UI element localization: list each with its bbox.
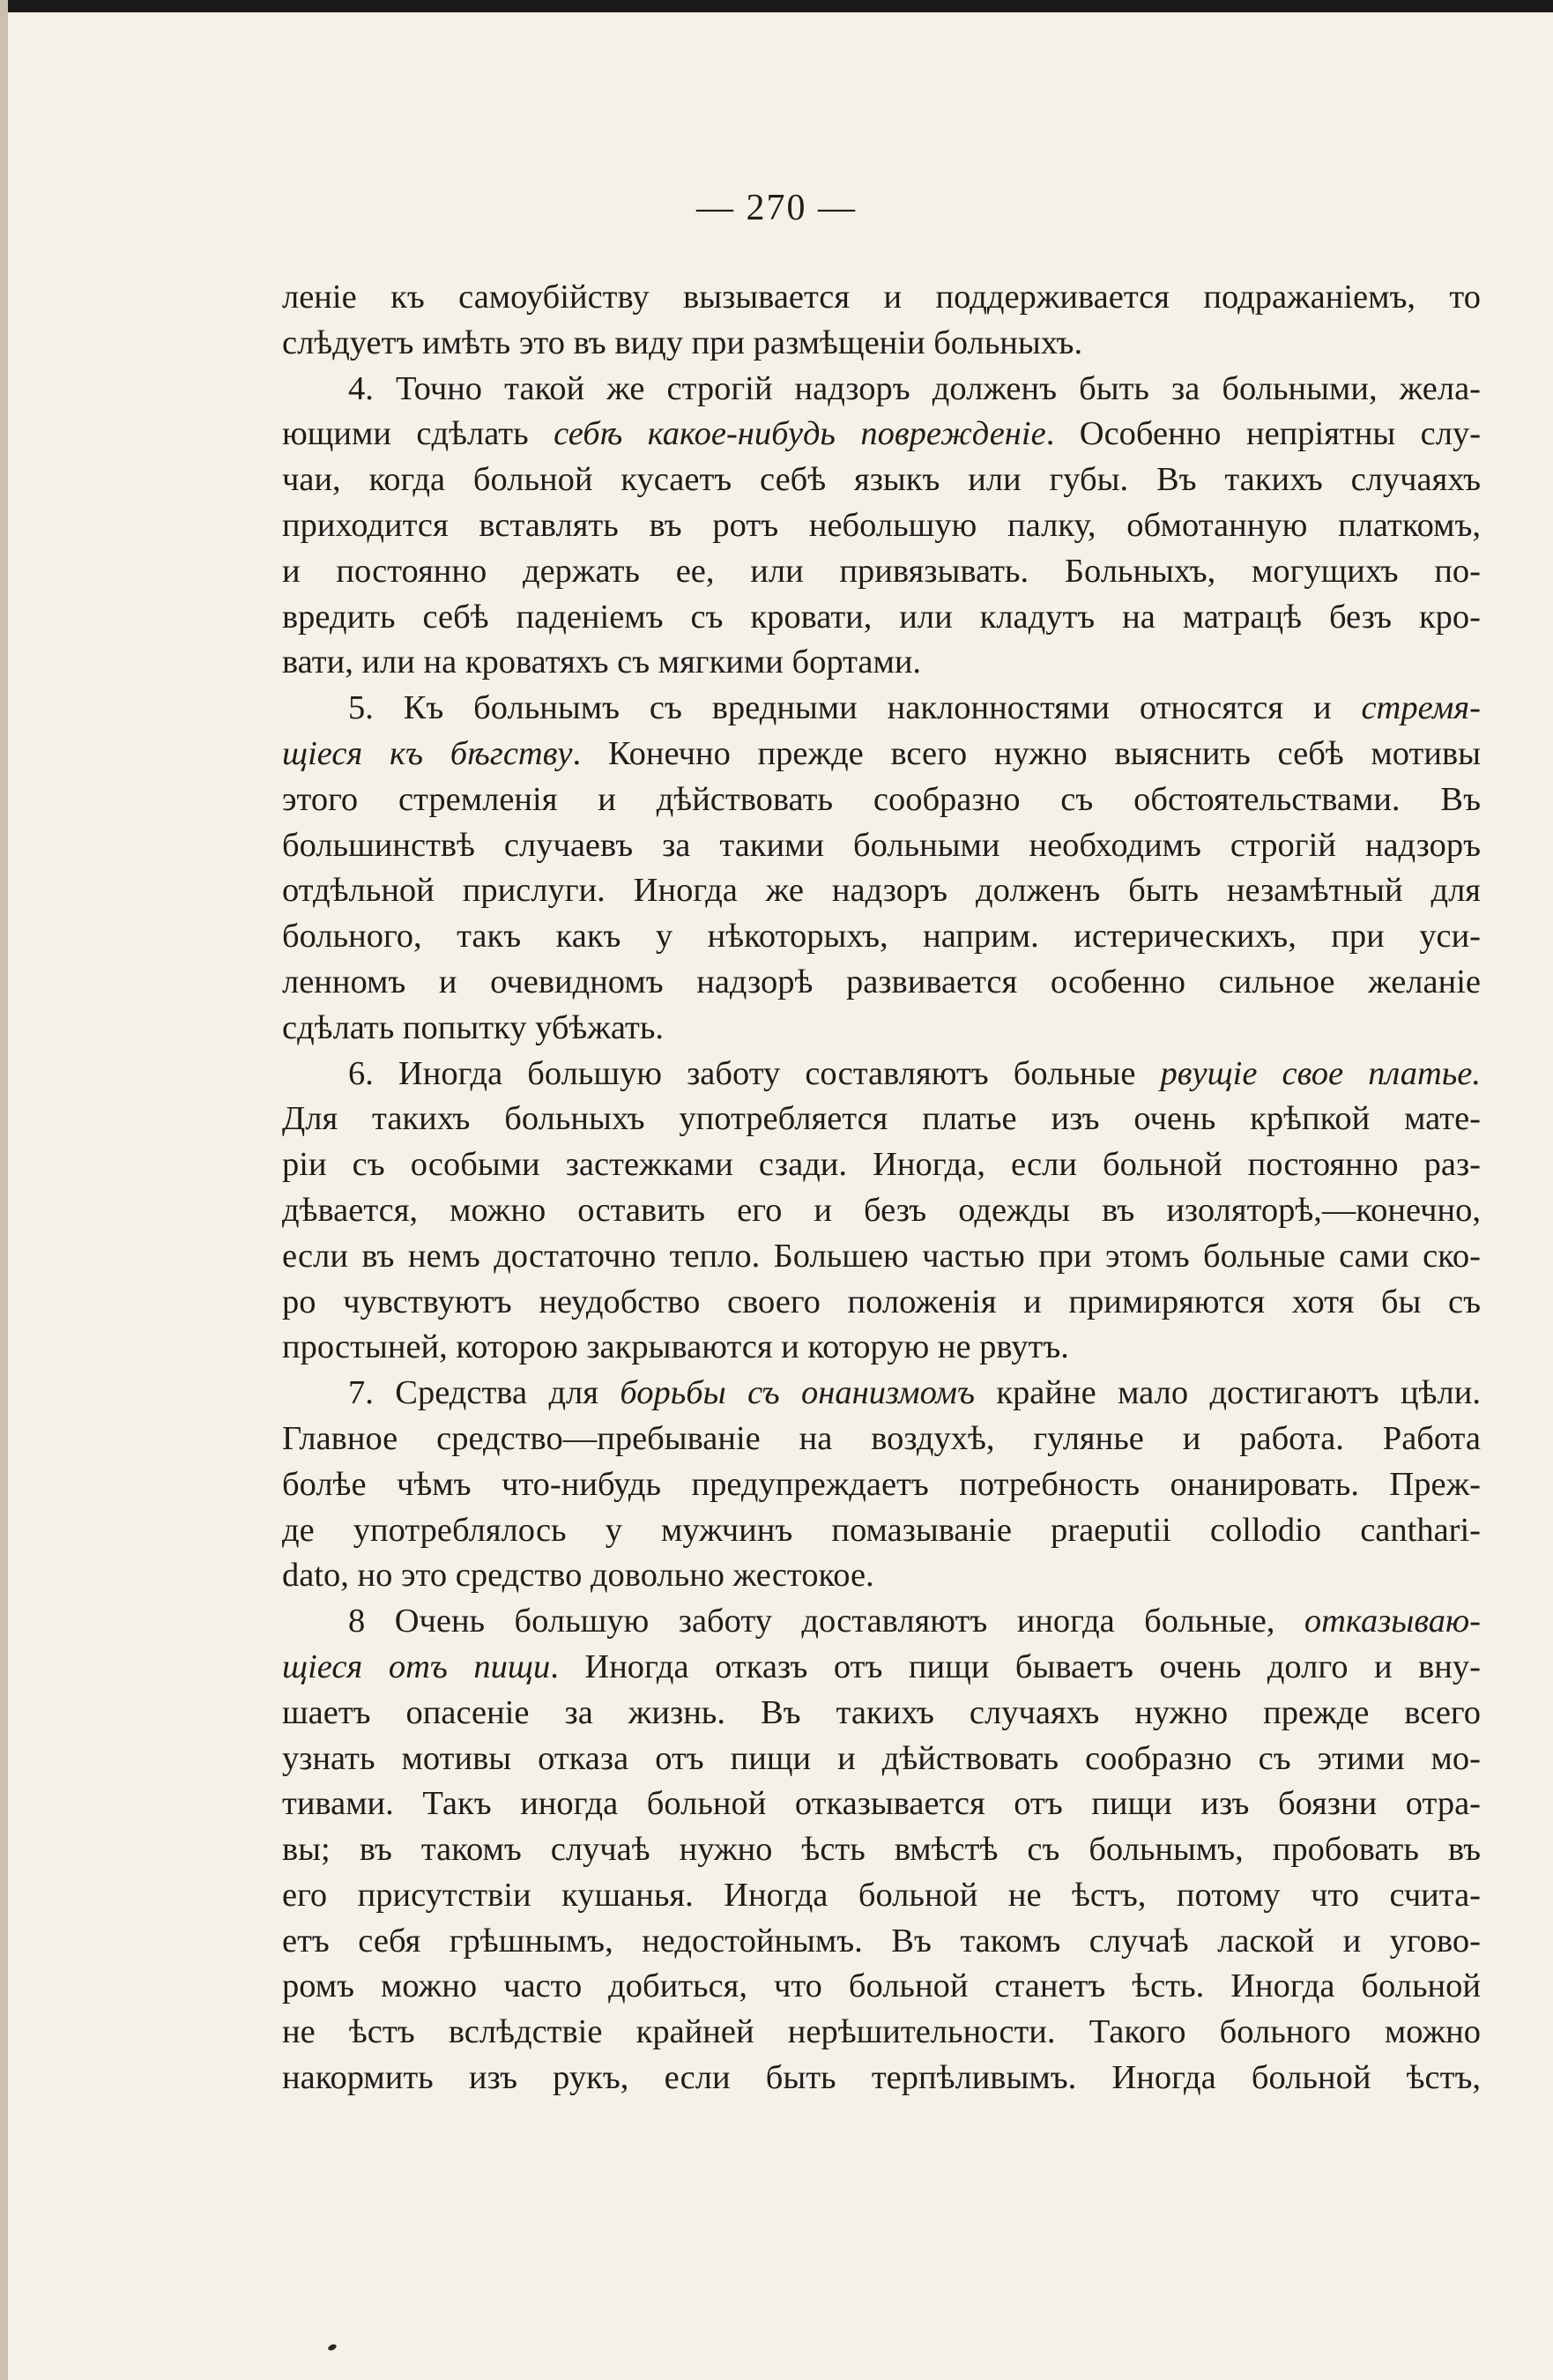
italic-term: борьбы съ онанизмомъ <box>620 1374 975 1412</box>
text-line <box>282 1325 1481 1371</box>
line-text: . Иногда отказъ отъ пищи бываетъ очень долго и вну- <box>550 1647 1481 1685</box>
text-line <box>282 1964 1481 2010</box>
text-line <box>282 732 1481 777</box>
italic-term: стремя- <box>1361 689 1481 727</box>
text-line <box>282 503 1481 549</box>
line-text: леніе къ самоубійству вызывается и поддерживается подражаніемъ, то <box>282 279 1481 316</box>
line-text: тивами. Такъ иногда больной отказывается отъ пищи изъ боязни отра- <box>282 1785 1481 1823</box>
italic-term: рвущіе свое платье. <box>1160 1054 1481 1092</box>
text-line <box>282 1827 1481 1873</box>
text-line <box>282 1508 1481 1554</box>
line-text: . Особенно непріятны слу- <box>1045 415 1482 453</box>
line-text: дѣвается, можно оставить его и безъ одежды въ изоляторѣ,—конечно, <box>282 1191 1481 1229</box>
line-text: 8 Очень большую заботу доставляютъ иногда больные, <box>348 1603 1304 1640</box>
text-line <box>282 1599 1481 1645</box>
text-line <box>282 1691 1481 1737</box>
line-text: чаи, когда больной кусаетъ себѣ языкъ или губы. Въ такихъ случаяхъ <box>282 461 1481 499</box>
italic-term: отказываю- <box>1304 1603 1481 1640</box>
text-line <box>282 686 1481 732</box>
text-line <box>282 1781 1481 1827</box>
line-text: болѣе чѣмъ что-нибудь предупреждаетъ потребность онанировать. Преж- <box>282 1465 1481 1503</box>
italic-term: щіеся отъ пищи <box>282 1647 551 1685</box>
text-line <box>282 1462 1481 1508</box>
text-line <box>282 1873 1481 1919</box>
line-text: Для такихъ больныхъ употребляется платье изъ очень крѣпкой мате- <box>282 1100 1481 1138</box>
line-text: его присутствіи кушанья. Иногда больной не ѣстъ, потому что счита- <box>282 1876 1481 1914</box>
text-line <box>282 1052 1481 1097</box>
body-text <box>282 275 1481 2101</box>
line-text: большинствѣ случаевъ за такими больными необходимъ строгій надзоръ <box>282 826 1481 864</box>
line-text: . Конечно прежде всего нужно выяснить себѣ мотивы <box>572 734 1481 772</box>
scan-left-edge <box>0 0 8 2380</box>
text-line <box>282 457 1481 503</box>
text-line <box>282 823 1481 869</box>
text-line <box>282 2010 1481 2056</box>
text-line <box>282 2056 1481 2101</box>
line-text: отдѣльной прислуги. Иногда же надзоръ долженъ быть незамѣтный для <box>282 872 1481 910</box>
line-text: сдѣлать попытку убѣжать. <box>282 1008 665 1046</box>
line-text: накормить изъ рукъ, если быть терпѣливымъ. Иногда больной ѣстъ, <box>282 2059 1481 2097</box>
text-line <box>282 1234 1481 1280</box>
line-text: крайне мало достигаютъ цѣли. <box>974 1374 1481 1412</box>
line-text: ющими сдѣлать <box>282 415 554 453</box>
line-text: узнать мотивы отказа отъ пищи и дѣйствовать сообразно съ этими мо- <box>282 1739 1481 1777</box>
line-text: етъ себя грѣшнымъ, недостойнымъ. Въ такомъ случаѣ лаской и угово- <box>282 1922 1481 1960</box>
text-line <box>282 321 1481 367</box>
line-text: и постоянно держать ее, или привязывать. Больныхъ, могущихъ по- <box>282 552 1481 590</box>
line-text: ромъ можно часто добиться, что больной станетъ ѣсть. Иногда больной <box>282 1967 1481 2005</box>
line-text: шаетъ опасеніе за жизнь. Въ такихъ случаяхъ нужно прежде всего <box>282 1693 1481 1731</box>
line-text: де употреблялось у мужчинъ помазываніе praeputii collodio canthari- <box>282 1511 1481 1549</box>
line-text: 5. Къ больнымъ съ вредными наклонностями относятся и <box>348 689 1362 727</box>
text-line <box>282 367 1481 413</box>
line-text: вати, или на кроватяхъ съ мягкими бортами. <box>282 643 922 681</box>
text-line <box>282 914 1481 960</box>
line-text: Главное средство—пребываніе на воздухѣ, гулянье и работа. Работа <box>282 1419 1481 1457</box>
text-line <box>282 1645 1481 1691</box>
text-line <box>282 777 1481 823</box>
text-line <box>282 1553 1481 1599</box>
text-line <box>282 960 1481 1006</box>
line-text: вредить себѣ паденіемъ съ кровати, или кладутъ на матрацѣ безъ кро- <box>282 598 1481 636</box>
line-text: не ѣстъ вслѣдствіе крайней нерѣшительности. Такого больного можно <box>282 2013 1481 2051</box>
line-text: ленномъ и очевидномъ надзорѣ развивается особенно сильное желаніе <box>282 963 1481 1000</box>
line-text: вы; въ такомъ случаѣ нужно ѣсть вмѣстѣ съ больнымъ, пробовать въ <box>282 1831 1481 1869</box>
line-text: 4. Точно такой же строгій надзоръ долженъ быть за больными, жела- <box>348 369 1481 407</box>
page-number: — 270 — <box>696 188 857 228</box>
text-line <box>282 640 1481 686</box>
text-line <box>282 1371 1481 1417</box>
line-text: этого стремленія и дѣйствовать сообразно съ обстоятельствами. Въ <box>282 780 1481 818</box>
text-line <box>282 1417 1481 1462</box>
text-line <box>282 1006 1481 1052</box>
italic-term: себѣ какое-нибудь поврежденіе <box>554 415 1046 453</box>
line-text: больного, такъ какъ у нѣкоторыхъ, наприм. истерическихъ, при уси- <box>282 918 1481 956</box>
line-text: слѣдуетъ имѣть это въ виду при размѣщеніи больныхъ. <box>282 324 1083 361</box>
line-text: ро чувствуютъ неудобство своего положенія и примиряются хотя бы съ <box>282 1283 1481 1320</box>
scan-top-border <box>0 0 1553 12</box>
line-text: dato, но это средство довольно жестокое. <box>282 1557 874 1595</box>
line-text: ріи съ особыми застежками сзади. Иногда, если больной постоянно раз- <box>282 1146 1481 1184</box>
text-line <box>282 1919 1481 1965</box>
line-text: простыней, которою закрываются и которую не рвутъ. <box>282 1328 1069 1366</box>
text-line <box>282 1280 1481 1326</box>
line-text: 7. Средства для <box>348 1374 620 1412</box>
line-text: если въ немъ достаточно тепло. Большею частью при этомъ больные сами ско- <box>282 1237 1481 1275</box>
text-line <box>282 1097 1481 1142</box>
text-line <box>282 275 1481 321</box>
text-line <box>282 1142 1481 1188</box>
text-line <box>282 868 1481 914</box>
text-line <box>282 1188 1481 1234</box>
line-text: приходится вставлять въ ротъ небольшую палку, обмотанную платкомъ, <box>282 506 1481 544</box>
line-text: 6. Иногда большую заботу составляютъ больные <box>348 1054 1161 1092</box>
text-line <box>282 412 1481 457</box>
text-line <box>282 595 1481 641</box>
text-line <box>282 549 1481 595</box>
text-line <box>282 1737 1481 1782</box>
italic-term: щіеся къ бѣгству <box>282 734 573 772</box>
